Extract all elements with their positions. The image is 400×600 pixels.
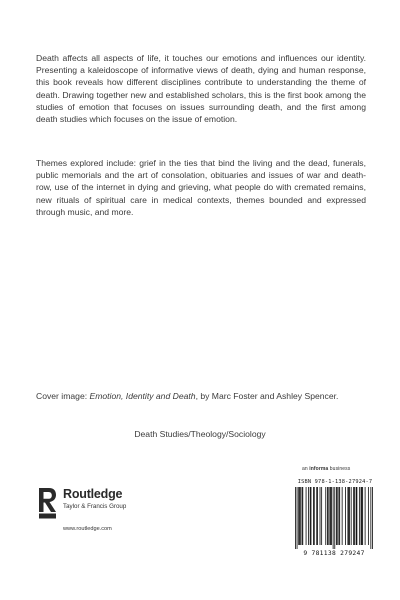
barcode-bar (306, 487, 307, 545)
blurb-paragraph-1: Death affects all aspects of life, it touches our emotions and influences our identity. Presenting a kaleidoscope of informative views of death, dying and human response, this book reveals how different disciplines contribute to understanding the theme of death. Drawing together new and established scholars, this is the first book among the studies of emotion that focuses on issues surrounding death, and the first among death studies which focuses on the issue of emotion. (36, 53, 366, 125)
barcode-bar (330, 487, 331, 545)
informa-business-note (302, 466, 350, 472)
publisher-name: Routledge (63, 487, 123, 501)
barcode-bar (357, 487, 358, 545)
barcode-bar (314, 487, 315, 545)
barcode-bar (327, 487, 328, 545)
cover-credit-title: Emotion, Identity and Death (89, 391, 196, 401)
subject-categories: Death Studies/Theology/Sociology (134, 429, 266, 439)
barcode-bar (361, 487, 362, 545)
barcode-digits: 9 781138 279247 (303, 550, 365, 557)
publisher-group: Taylor & Francis Group (63, 503, 127, 510)
informa-suffix: business (328, 466, 351, 472)
barcode-bar (345, 487, 346, 545)
barcode-bar (354, 487, 355, 545)
barcode-bar (297, 487, 298, 549)
publisher-url: www.routledge.com (63, 526, 112, 532)
barcode-bar (331, 487, 332, 545)
barcode-bar (351, 487, 352, 545)
barcode-bar (356, 487, 357, 545)
routledge-r-logo-icon (36, 486, 58, 520)
barcode-bar (361, 487, 362, 545)
barcode-bar (311, 487, 312, 545)
barcode-bar (317, 487, 318, 545)
cover-image-credit (36, 390, 366, 402)
barcode-bar (353, 487, 354, 545)
barcode-bar (308, 487, 309, 545)
barcode-bar (339, 487, 340, 545)
blurb-paragraph-2: Themes explored include: grief in the ties that bind the living and the dead, funerals, public memorials and the art of consolation, obituaries and issues of war and death-row, use of the internet in dying and grieving, what people do with cremated remains, new rituals of spiritual care in medical contexts, themes bounded and expressed through music, and more. (36, 158, 366, 217)
cover-credit-prefix: Cover image: (36, 391, 90, 401)
barcode-bar (347, 487, 348, 545)
barcode-bar (316, 487, 317, 545)
barcode-bar (362, 487, 363, 545)
cover-credit-suffix: , by Marc Foster and Ashley Spencer. (195, 391, 339, 401)
barcode-bar (328, 487, 329, 545)
barcode-bar (349, 487, 350, 545)
barcode-bar (365, 487, 366, 545)
barcode-bar (333, 487, 334, 549)
barcode-bar (337, 487, 338, 545)
informa-brand: informa (309, 466, 329, 472)
barcode-bar (372, 487, 373, 549)
logo-vertical-text: ROUTLEDGE (34, 502, 39, 522)
barcode-bar (348, 487, 349, 545)
barcode-bar (302, 487, 303, 545)
barcode-bar (310, 487, 311, 545)
barcode-bar (325, 487, 326, 545)
barcode-bar (336, 487, 337, 545)
barcode-bar (302, 487, 303, 545)
barcode-bar (342, 487, 343, 545)
barcode-bar (329, 487, 330, 545)
publisher-logo (36, 486, 176, 556)
barcode-bar (300, 487, 301, 545)
informa-prefix: an (302, 466, 310, 472)
barcode-bar (298, 487, 299, 545)
barcode-bar (299, 487, 300, 545)
barcode-bar (334, 487, 335, 549)
barcode-bar (368, 487, 369, 545)
barcode-bar (359, 487, 360, 545)
isbn-label: ISBN 978-1-138-27924-7 (297, 479, 373, 485)
barcode-bar (321, 487, 322, 545)
barcode-bar (313, 487, 314, 545)
isbn-barcode-block (291, 479, 377, 563)
barcode-bar (320, 487, 321, 545)
barcode-bar (370, 487, 371, 549)
barcode-bar (295, 487, 296, 549)
barcode-bar (338, 487, 339, 545)
barcode-image (293, 487, 375, 549)
